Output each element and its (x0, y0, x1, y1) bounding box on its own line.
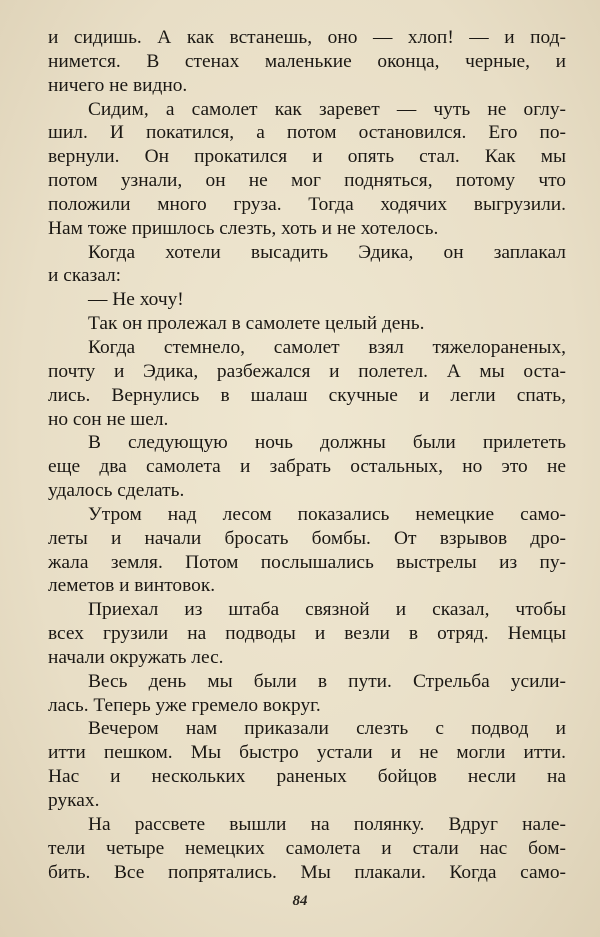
text-line: Когда хотели высадить Эдика, он заплакал (88, 241, 566, 263)
text-line: всех грузили на подводы и везли в отряд. Немцы (48, 623, 566, 645)
text-line: потом узнали, он не мог подняться, потому что (48, 170, 566, 192)
text-line: леметов и винтовок. (48, 575, 216, 597)
text-line: Когда стемнело, самолет взял тяжелораненых, (88, 336, 566, 358)
text-line: Приехал из штаба связной и сказал, чтобы (88, 599, 566, 621)
text-line: начали окружать лес. (48, 646, 224, 668)
text-line: удалось сделать. (48, 480, 185, 502)
text-line: бить. Все попрятались. Мы плакали. Когда само- (48, 861, 566, 883)
text-line: руках. (48, 790, 100, 811)
text-line: еще два самолета и забрать остальных, но это не (48, 456, 566, 478)
text-line: но сон не шел. (48, 408, 169, 430)
text-line: Нам тоже пришлось слезть, хоть и не хотелось. (48, 217, 439, 239)
text-line: итти пешком. Мы быстро устали и не могли итти. (48, 742, 566, 764)
text-line: и сказал: (48, 265, 122, 287)
text-line: положили много груза. Тогда ходячих выгрузили. (48, 193, 566, 215)
text-line: Вечером нам приказали слезть с подвод и (88, 718, 566, 740)
text-line: шил. И покатился, а потом остановился. Его по- (48, 122, 566, 144)
text-line: — Не хочу! (88, 289, 184, 311)
text-line: лись. Вернулись в шалаш скучные и легли спать, (48, 384, 566, 406)
page-number: 84 (292, 893, 308, 909)
text-line: леты и начали бросать бомбы. От взрывов дро- (48, 527, 566, 549)
text-line: На рассвете вышли на полянку. Вдруг нале- (88, 813, 566, 835)
text-line: вернули. Он прокатился и опять стал. Как мы (48, 146, 566, 168)
text-line: Так он пролежал в самолете целый день. (88, 313, 425, 335)
text-line: и сидишь. А как встанешь, оно — хлоп! — и под- (48, 27, 566, 48)
text-line: Сидим, а самолет как заревет — чуть не оглу- (88, 98, 566, 120)
text-line: лась. Теперь уже гремело вокруг. (48, 694, 321, 716)
text-line: Утром над лесом показались немецкие само- (88, 503, 566, 525)
text-line: тели четыре немецких самолета и стали нас бом- (48, 837, 566, 859)
text-line: почту и Эдика, разбежался и полетел. А мы оста- (48, 360, 566, 382)
text-line: нимется. В стенах маленькие оконца, черные, и (48, 50, 566, 72)
text-line: Нас и нескольких раненых бойцов несли на (48, 766, 566, 788)
text-line: жала земля. Потом послышались выстрелы из пу- (48, 551, 566, 573)
body-text (48, 26, 566, 884)
text-line: В следующую ночь должны были прилететь (88, 432, 566, 454)
text-line: ничего не видно. (48, 74, 188, 96)
text-line: Весь день мы были в пути. Стрельба усили- (88, 670, 566, 692)
